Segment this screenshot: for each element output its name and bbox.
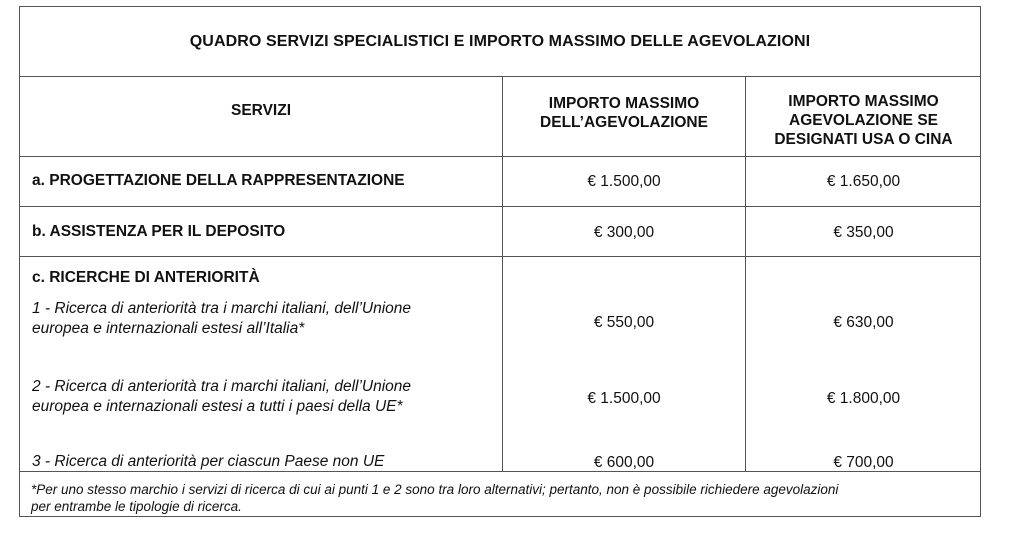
row-b-amount-usa-cina: € 350,00: [833, 224, 894, 241]
header-services: SERVIZI: [230, 102, 291, 119]
column-divider-1: [502, 76, 503, 471]
row-c-item-1-line-1: 1 - Ricerca di anteriorità tra i marchi italiani, dell’Unione: [32, 300, 412, 317]
table-row: [20, 156, 980, 206]
row-c-item-2-line-2: europea e internazionali estesi a tutti i paesi della UE*: [32, 398, 403, 415]
row-a-amount-usa-cina: € 1.650,00: [826, 173, 901, 190]
row-c-item-1: [32, 299, 411, 339]
table-header-row: [20, 76, 980, 156]
row-b-label: b. ASSISTENZA PER IL DEPOSITO: [32, 223, 286, 240]
row-c-item-3-amount-usa-cina: € 700,00: [833, 454, 894, 471]
header-usa-line-2: AGEVOLAZIONE SE: [789, 112, 938, 129]
header-max-amount-usa-cina: [746, 92, 981, 149]
row-c-item-1-amount-usa-cina: € 630,00: [833, 314, 894, 331]
row-c-item-1-line-2: europea e internazionali estesi all’Italia*: [32, 320, 305, 337]
header-usa-line-1: IMPORTO MASSIMO: [788, 93, 939, 110]
header-max-amount: [503, 94, 745, 132]
services-table: [19, 6, 981, 517]
row-c-item-2: [32, 377, 411, 417]
row-b-amount: € 300,00: [593, 224, 655, 241]
table-title-row: [20, 7, 980, 76]
row-c-item-2-line-1: 2 - Ricerca di anteriorità tra i marchi italiani, dell’Unione: [32, 378, 412, 395]
column-divider-2: [745, 76, 746, 471]
header-max-amount-line-2: DELL’AGEVOLAZIONE: [540, 114, 708, 131]
row-c-item-2-amount-usa-cina: € 1.800,00: [826, 390, 901, 407]
header-usa-line-3: DESIGNATI USA O CINA: [774, 131, 953, 148]
row-c-item-3-amount: € 600,00: [593, 454, 655, 471]
row-a-label: a. PROGETTAZIONE DELLA RAPPRESENTAZIONE: [32, 172, 405, 189]
row-c-item-2-amount: € 1.500,00: [587, 390, 661, 407]
row-c-label: c. RICERCHE DI ANTERIORITÀ: [32, 269, 260, 286]
row-c-item-1-amount: € 550,00: [593, 314, 655, 331]
footnote-line-2: per entrambe le tipologie di ricerca.: [31, 499, 242, 514]
row-a-amount: € 1.500,00: [587, 173, 661, 190]
table-row: [20, 256, 980, 471]
header-max-amount-line-1: IMPORTO MASSIMO: [548, 95, 700, 112]
row-c-item-3: 3 - Ricerca di anteriorità per ciascun Paese non UE: [32, 453, 385, 470]
table-title: QUADRO SERVIZI SPECIALISTICI E IMPORTO MASSIMO DELLE AGEVOLAZIONI: [189, 33, 811, 50]
footnote: [31, 481, 972, 515]
table-row: [20, 206, 980, 256]
footnote-line-1: *Per uno stesso marchio i servizi di ricerca di cui ai punti 1 e 2 sono tra loro alternativi; pertanto, non è possibile richiedere agevolazioni: [31, 482, 839, 497]
